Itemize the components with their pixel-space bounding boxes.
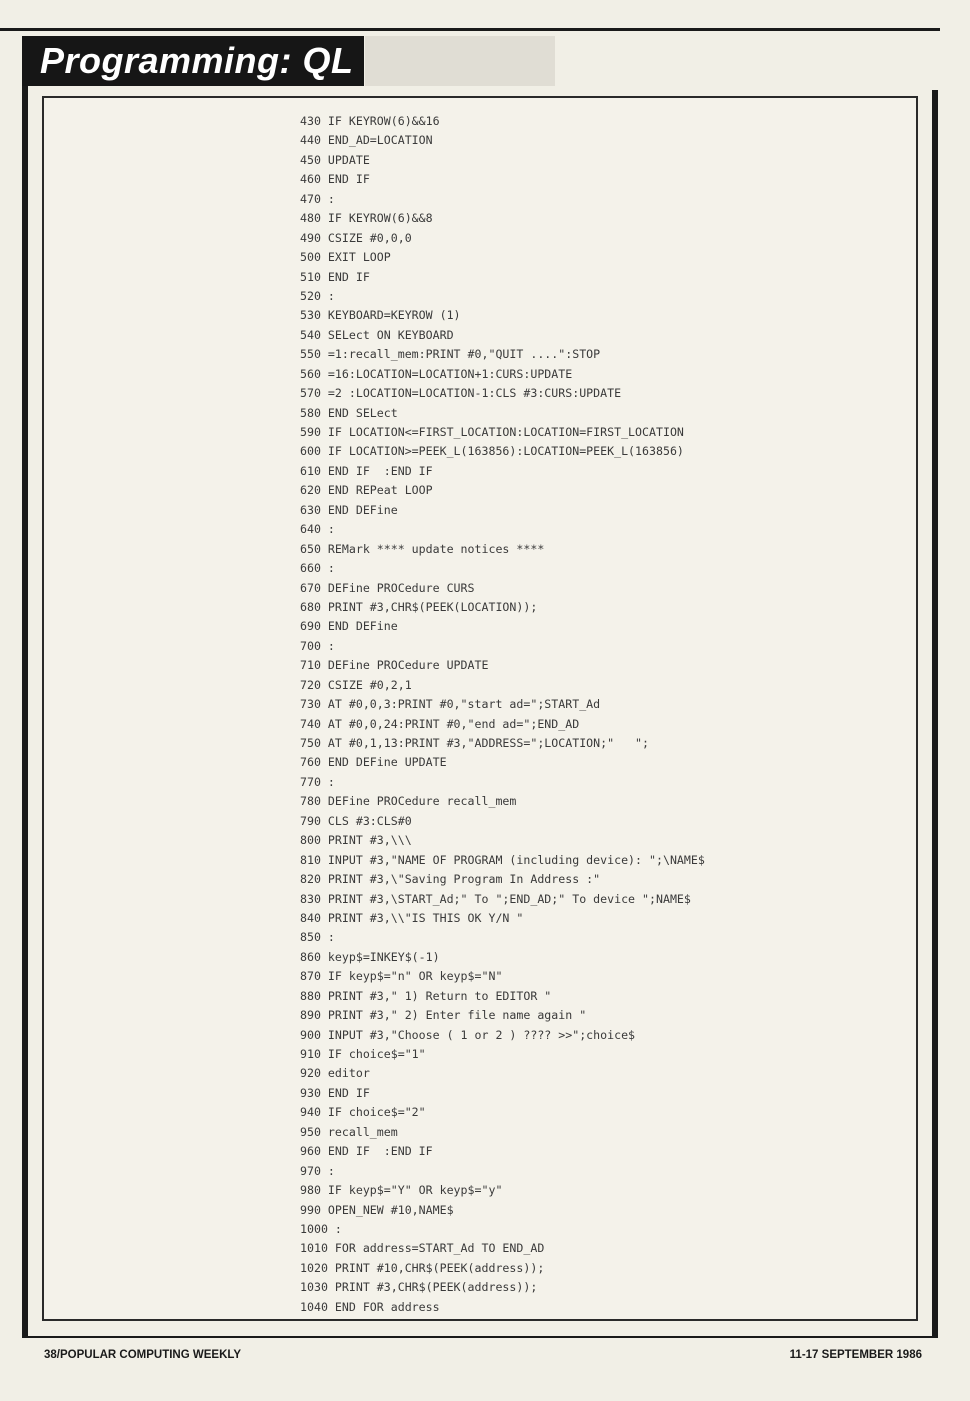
- listing-line: 660 :: [300, 561, 335, 576]
- listing-line: 600 IF LOCATION>=PEEK_L(163856):LOCATION=PEEK_L(163856): [300, 444, 684, 459]
- listing-line: 880 PRINT #3," 1) Return to EDITOR ": [300, 988, 552, 1003]
- listing-line: 610 END IF :END IF: [300, 463, 433, 478]
- show-through-header: [365, 36, 555, 86]
- listing-line: 910 IF choice$="1": [300, 1047, 426, 1061]
- listing-line: 640 :: [300, 522, 335, 537]
- program-listing: [300, 112, 910, 1317]
- listing-line: 950 recall_mem: [300, 1124, 398, 1139]
- right-margin-bar: [932, 90, 938, 1336]
- listing-line: 850 :: [300, 930, 335, 945]
- listing-line: 540 SELect ON KEYBOARD: [300, 327, 454, 342]
- listing-line: 770 :: [300, 774, 335, 789]
- listing-line: 720 CSIZE #0,2,1: [300, 677, 412, 692]
- listing-line: 980 IF keyp$="Y" OR keyp$="y": [300, 1183, 503, 1198]
- listing-line: 470 :: [300, 191, 335, 206]
- listing-line: 1030 PRINT #3,CHR$(PEEK(address));: [300, 1280, 538, 1295]
- listing-line: 870 IF keyp$="n" OR keyp$="N": [300, 969, 503, 984]
- listing-line: 1040 END FOR address: [300, 1299, 440, 1314]
- listing-line: 520 :: [300, 288, 335, 303]
- listing-line: 490 CSIZE #0,0,0: [300, 230, 412, 245]
- listing-line: 530 KEYBOARD=KEYROW (1): [300, 308, 461, 323]
- listing-line: 890 PRINT #3," 2) Enter file name again ": [300, 1008, 587, 1023]
- listing-line: 860 keyp$=INKEY$(-1): [300, 949, 440, 964]
- listing-line: 460 END IF: [300, 172, 370, 187]
- listing-line: 580 END SELect: [300, 405, 398, 420]
- listing-line: 500 EXIT LOOP: [300, 250, 391, 265]
- section-title: Programming: QL: [40, 40, 354, 81]
- listing-line: 1020 PRINT #10,CHR$(PEEK(address));: [300, 1260, 545, 1275]
- top-rule: [0, 28, 940, 31]
- listing-line: 620 END REPeat LOOP: [300, 483, 433, 498]
- listing-line: 800 PRINT #3,\\\: [300, 833, 412, 848]
- listing-line: 970 :: [300, 1163, 335, 1178]
- left-margin-bar: [22, 86, 28, 1336]
- footer-rule: [22, 1336, 938, 1338]
- listing-line: 570 =2 :LOCATION=LOCATION-1:CLS #3:CURS:UPDATE: [300, 386, 622, 401]
- listing-line: 440 END_AD=LOCATION: [300, 133, 433, 148]
- listing-line: 550 =1:recall_mem:PRINT #0,"QUIT ....":STOP: [300, 347, 601, 362]
- listing-line: 810 INPUT #3,"NAME OF PROGRAM (including device): ";\NAME$: [300, 852, 705, 867]
- listing-line: 480 IF KEYROW(6)&&8: [300, 211, 433, 226]
- listing-line: 830 PRINT #3,\START_Ad;" To ";END_AD;" To device ";NAME$: [300, 891, 691, 906]
- listing-line: 630 END DEFine: [300, 502, 398, 517]
- listing-line: 690 END DEFine: [300, 619, 398, 634]
- listing-line: 590 IF LOCATION<=FIRST_LOCATION:LOCATION=FIRST_LOCATION: [300, 425, 684, 439]
- listing-line: 900 INPUT #3,"Choose ( 1 or 2 ) ???? >>";choice$: [300, 1027, 636, 1042]
- listing-line: 450 UPDATE: [300, 152, 370, 167]
- listing-line: 650 REMark **** update notices ****: [300, 541, 545, 556]
- listing-line: 680 PRINT #3,CHR$(PEEK(LOCATION));: [300, 599, 538, 614]
- listing-line: 840 PRINT #3,\\"IS THIS OK Y/N ": [300, 910, 524, 925]
- listing-line: 1010 FOR address=START_Ad TO END_AD: [300, 1241, 545, 1256]
- listing-line: 510 END IF: [300, 269, 370, 284]
- listing-line: 710 DEFine PROCedure UPDATE: [300, 658, 489, 673]
- listing-line: 930 END IF: [300, 1085, 370, 1100]
- listing-line: 780 DEFine PROCedure recall_mem: [300, 794, 517, 809]
- listing-line: 990 OPEN_NEW #10,NAME$: [300, 1202, 454, 1217]
- listing-line: 560 =16:LOCATION=LOCATION+1:CURS:UPDATE: [300, 366, 573, 381]
- listing-line: 820 PRINT #3,\"Saving Program In Address :": [300, 872, 601, 887]
- footer-date: 11-17 SEPTEMBER 1986: [789, 1349, 922, 1361]
- footer-page-info: 38/POPULAR COMPUTING WEEKLY: [44, 1349, 242, 1361]
- listing-line: 920 editor: [300, 1066, 370, 1081]
- listing-line: 960 END IF :END IF: [300, 1144, 433, 1159]
- listing-line: 750 AT #0,1,13:PRINT #3,"ADDRESS=";LOCATION;" ";: [300, 736, 650, 750]
- listing-line: 740 AT #0,0,24:PRINT #0,"end ad=";END_AD: [300, 716, 580, 731]
- listing-line: 430 IF KEYROW(6)&&16: [300, 114, 440, 128]
- listing-line: 700 :: [300, 638, 335, 653]
- listing-line: 790 CLS #3:CLS#0: [300, 813, 412, 828]
- listing-line: 940 IF choice$="2": [300, 1105, 426, 1120]
- listing-line: 670 DEFine PROCedure CURS: [300, 580, 475, 595]
- listing-line: 760 END DEFine UPDATE: [300, 755, 447, 770]
- listing-line: 730 AT #0,0,3:PRINT #0,"start ad=";START_Ad: [300, 697, 601, 712]
- listing-line: 1000 :: [300, 1221, 342, 1236]
